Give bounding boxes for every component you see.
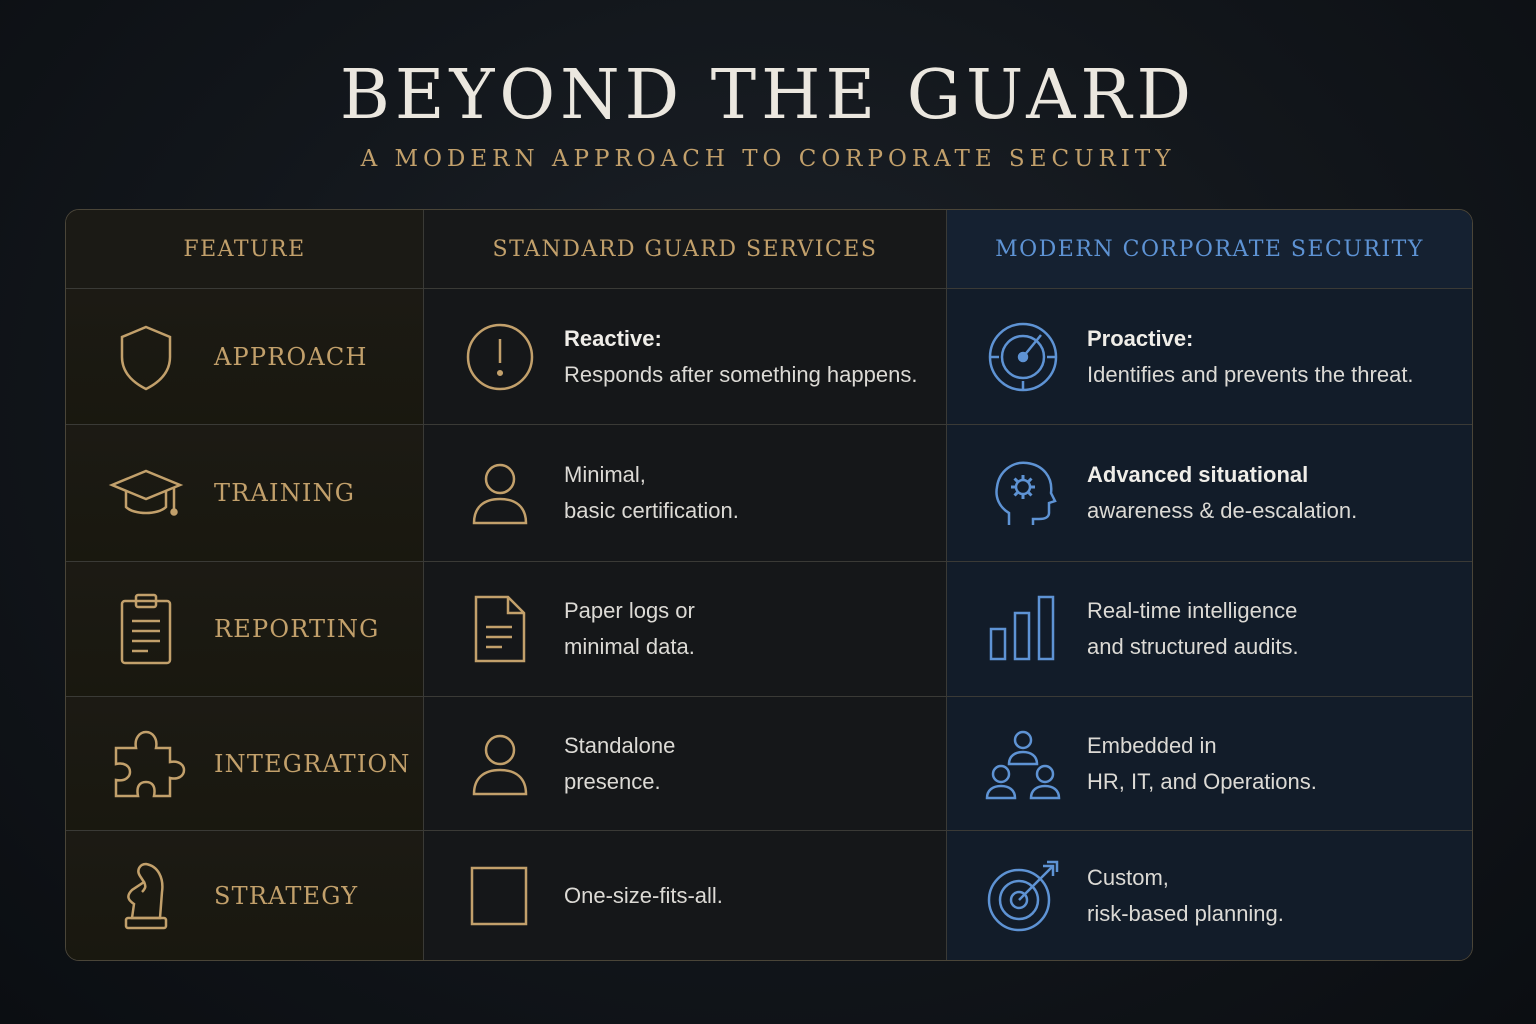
head-gear-icon — [985, 455, 1061, 531]
exclamation-circle-icon — [462, 319, 538, 395]
modern-text — [1087, 593, 1299, 665]
standard-line2: presence. — [564, 768, 661, 794]
person-icon — [462, 726, 538, 802]
puzzle-icon — [106, 724, 186, 804]
modern-cell-approach — [947, 289, 1472, 425]
feature-label: TRAINING — [214, 479, 356, 507]
standard-text — [564, 878, 723, 914]
chess-knight-icon — [106, 856, 186, 936]
standard-line1: Responds after something happens. — [564, 361, 918, 387]
standard-line2: basic certification. — [564, 498, 739, 523]
square-icon — [462, 858, 538, 934]
feature-cell-reporting — [66, 562, 424, 697]
modern-line2: risk-based planning. — [1087, 900, 1284, 926]
feature-label: REPORTING — [214, 615, 380, 643]
graduation-cap-icon — [106, 453, 186, 533]
page-subtitle: A MODERN APPROACH TO CORPORATE SECURITY — [360, 146, 1176, 172]
standard-cell-reporting — [424, 562, 947, 697]
modern-cell-training — [947, 425, 1472, 562]
modern-text — [1087, 457, 1357, 529]
standard-line1: Paper logs or — [564, 598, 695, 623]
modern-bold: Advanced situational — [1087, 462, 1309, 487]
modern-cell-integration — [947, 697, 1472, 831]
standard-cell-integration — [424, 697, 947, 831]
standard-text — [564, 321, 917, 393]
header-feature: FEATURE — [66, 210, 424, 289]
standard-line1: Minimal, — [564, 462, 646, 487]
modern-text — [1087, 860, 1284, 932]
comparison-table — [65, 209, 1473, 961]
target-icon — [985, 858, 1061, 934]
modern-bold: Proactive: — [1087, 325, 1194, 351]
standard-text — [564, 457, 739, 529]
feature-cell-strategy — [66, 831, 424, 960]
header-modern: MODERN CORPORATE SECURITY — [947, 210, 1472, 289]
shield-icon — [106, 317, 186, 397]
standard-cell-training — [424, 425, 947, 562]
modern-text — [1087, 321, 1414, 393]
standard-line1: One-size-fits-all. — [564, 882, 723, 908]
feature-label: INTEGRATION — [214, 749, 411, 778]
modern-line1: awareness & de-escalation. — [1087, 498, 1358, 523]
modern-cell-strategy — [947, 831, 1472, 960]
modern-line2: and structured audits. — [1087, 634, 1299, 659]
standard-bold: Reactive: — [564, 325, 662, 351]
feature-cell-integration — [66, 697, 424, 831]
header-standard: STANDARD GUARD SERVICES — [424, 210, 947, 289]
feature-label: STRATEGY — [214, 881, 359, 910]
feature-cell-training — [66, 425, 424, 562]
modern-line1: Real-time intelligence — [1087, 598, 1298, 623]
page-title: BEYOND THE GUARD — [339, 56, 1197, 135]
modern-text — [1087, 728, 1317, 800]
modern-line1: Custom, — [1087, 864, 1169, 890]
standard-text — [564, 593, 695, 665]
feature-cell-approach — [66, 289, 424, 425]
radar-icon — [985, 319, 1061, 395]
modern-line2: HR, IT, and Operations. — [1087, 768, 1317, 794]
modern-line1: Embedded in — [1087, 732, 1217, 758]
modern-line1: Identifies and prevents the threat. — [1087, 361, 1414, 387]
clipboard-icon — [106, 589, 186, 669]
standard-cell-approach — [424, 289, 947, 425]
standard-text — [564, 728, 675, 800]
document-icon — [462, 591, 538, 667]
bar-chart-icon — [985, 591, 1061, 667]
standard-line1: Standalone — [564, 732, 676, 758]
feature-label: APPROACH — [214, 342, 368, 371]
standard-cell-strategy — [424, 831, 947, 960]
standard-line2: minimal data. — [564, 634, 695, 659]
person-icon — [462, 455, 538, 531]
team-icon — [985, 726, 1061, 802]
modern-cell-reporting — [947, 562, 1472, 697]
